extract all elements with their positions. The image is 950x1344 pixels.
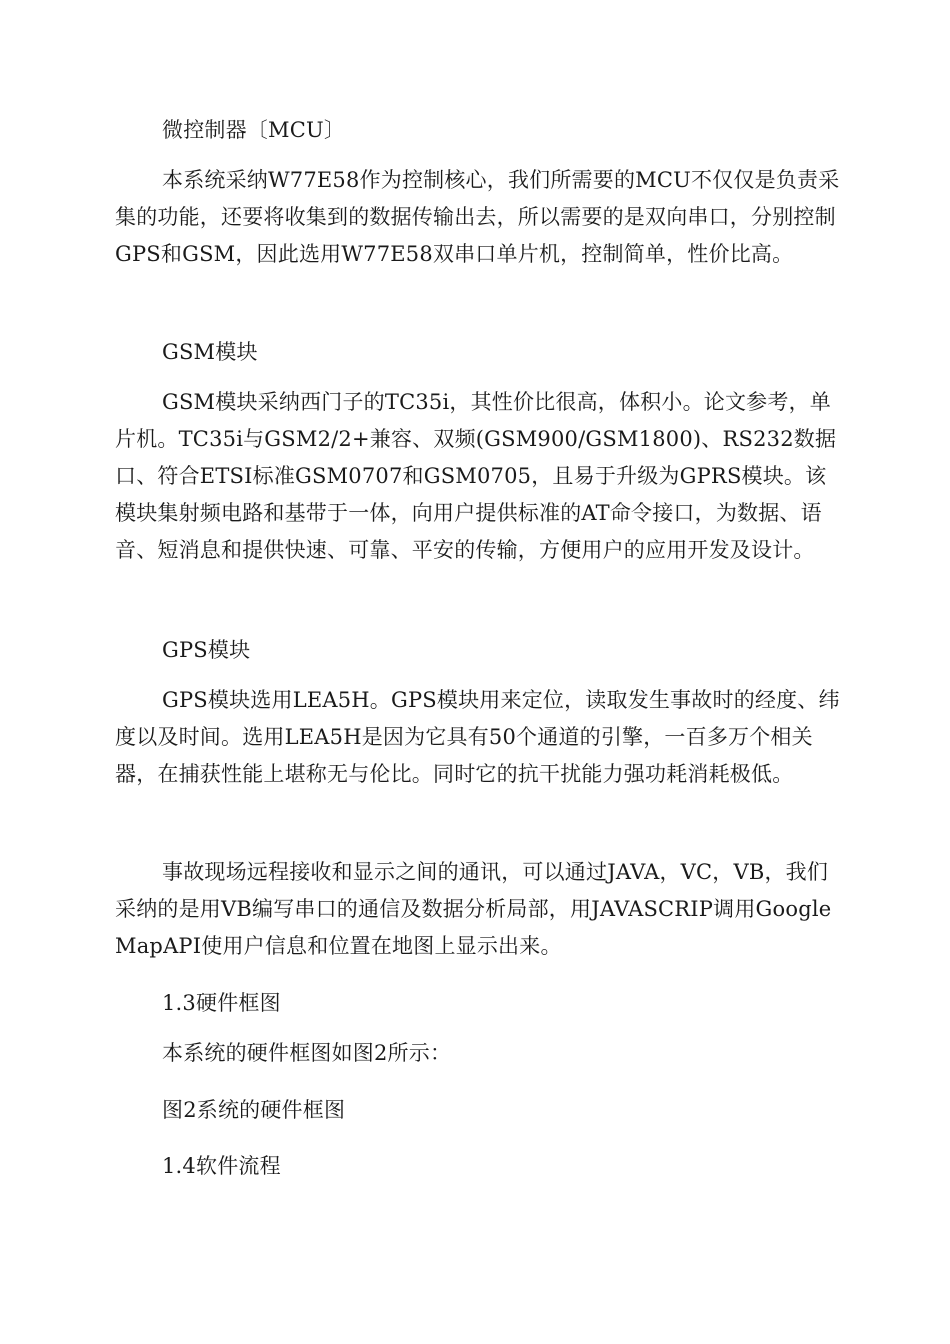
heading-gsm-module: GSM模块 bbox=[162, 340, 258, 364]
paragraph-gsm-module: GSM模块采纳西门子的TC35i，其性价比很高，体积小。论文参考，单片机。TC35i与GSM2/2+兼容、双频(GSM900/GSM1800)、RS232数据口、符合ETSI标准GSM0707和GSM0705，且易于升级为GPRS模块。该模块集射频电路和基带于一体，向用户提供标准的AT命令接口，为数据、语音、短消息和提供快速、可靠、平安的传输，方便用户的应用开发及设计。 bbox=[115, 390, 837, 562]
paragraph-mcu: 本系统采纳W77E58作为控制核心，我们所需要的MCU不仅仅是负责采集的功能，还要将收集到的数据传输出去，所以需要的是双向串口，分别控制GPS和GSM，因此选用W77E58双串口单片机，控制简单，性价比高。 bbox=[115, 168, 840, 266]
paragraph-hardware-diagram: 本系统的硬件框图如图2所示： bbox=[162, 1041, 452, 1065]
figure-caption-2: 图2系统的硬件框图 bbox=[162, 1098, 346, 1122]
heading-gps-module: GPS模块 bbox=[162, 638, 251, 662]
paragraph-communication: 事故现场远程接收和显示之间的通讯，可以通过JAVA，VC，VB，我们采纳的是用VB编写串口的通信及数据分析局部，用JAVASCRIP调用GoogleMapAPI使用户信息和位置在地图上显示出来。 bbox=[115, 860, 832, 958]
heading-hardware-diagram: 1.3硬件框图 bbox=[162, 991, 281, 1015]
paragraph-gps-module: GPS模块选用LEA5H。GPS模块用来定位，读取发生事故时的经度、纬度以及时间。选用LEA5H是因为它具有50个通道的引擎，一百多万个相关器，在捕获性能上堪称无与伦比。同时它的抗干扰能力强功耗消耗极低。 bbox=[115, 688, 840, 786]
heading-mcu: 微控制器〔MCU〕 bbox=[162, 118, 346, 142]
heading-software-flow: 1.4软件流程 bbox=[162, 1154, 281, 1178]
